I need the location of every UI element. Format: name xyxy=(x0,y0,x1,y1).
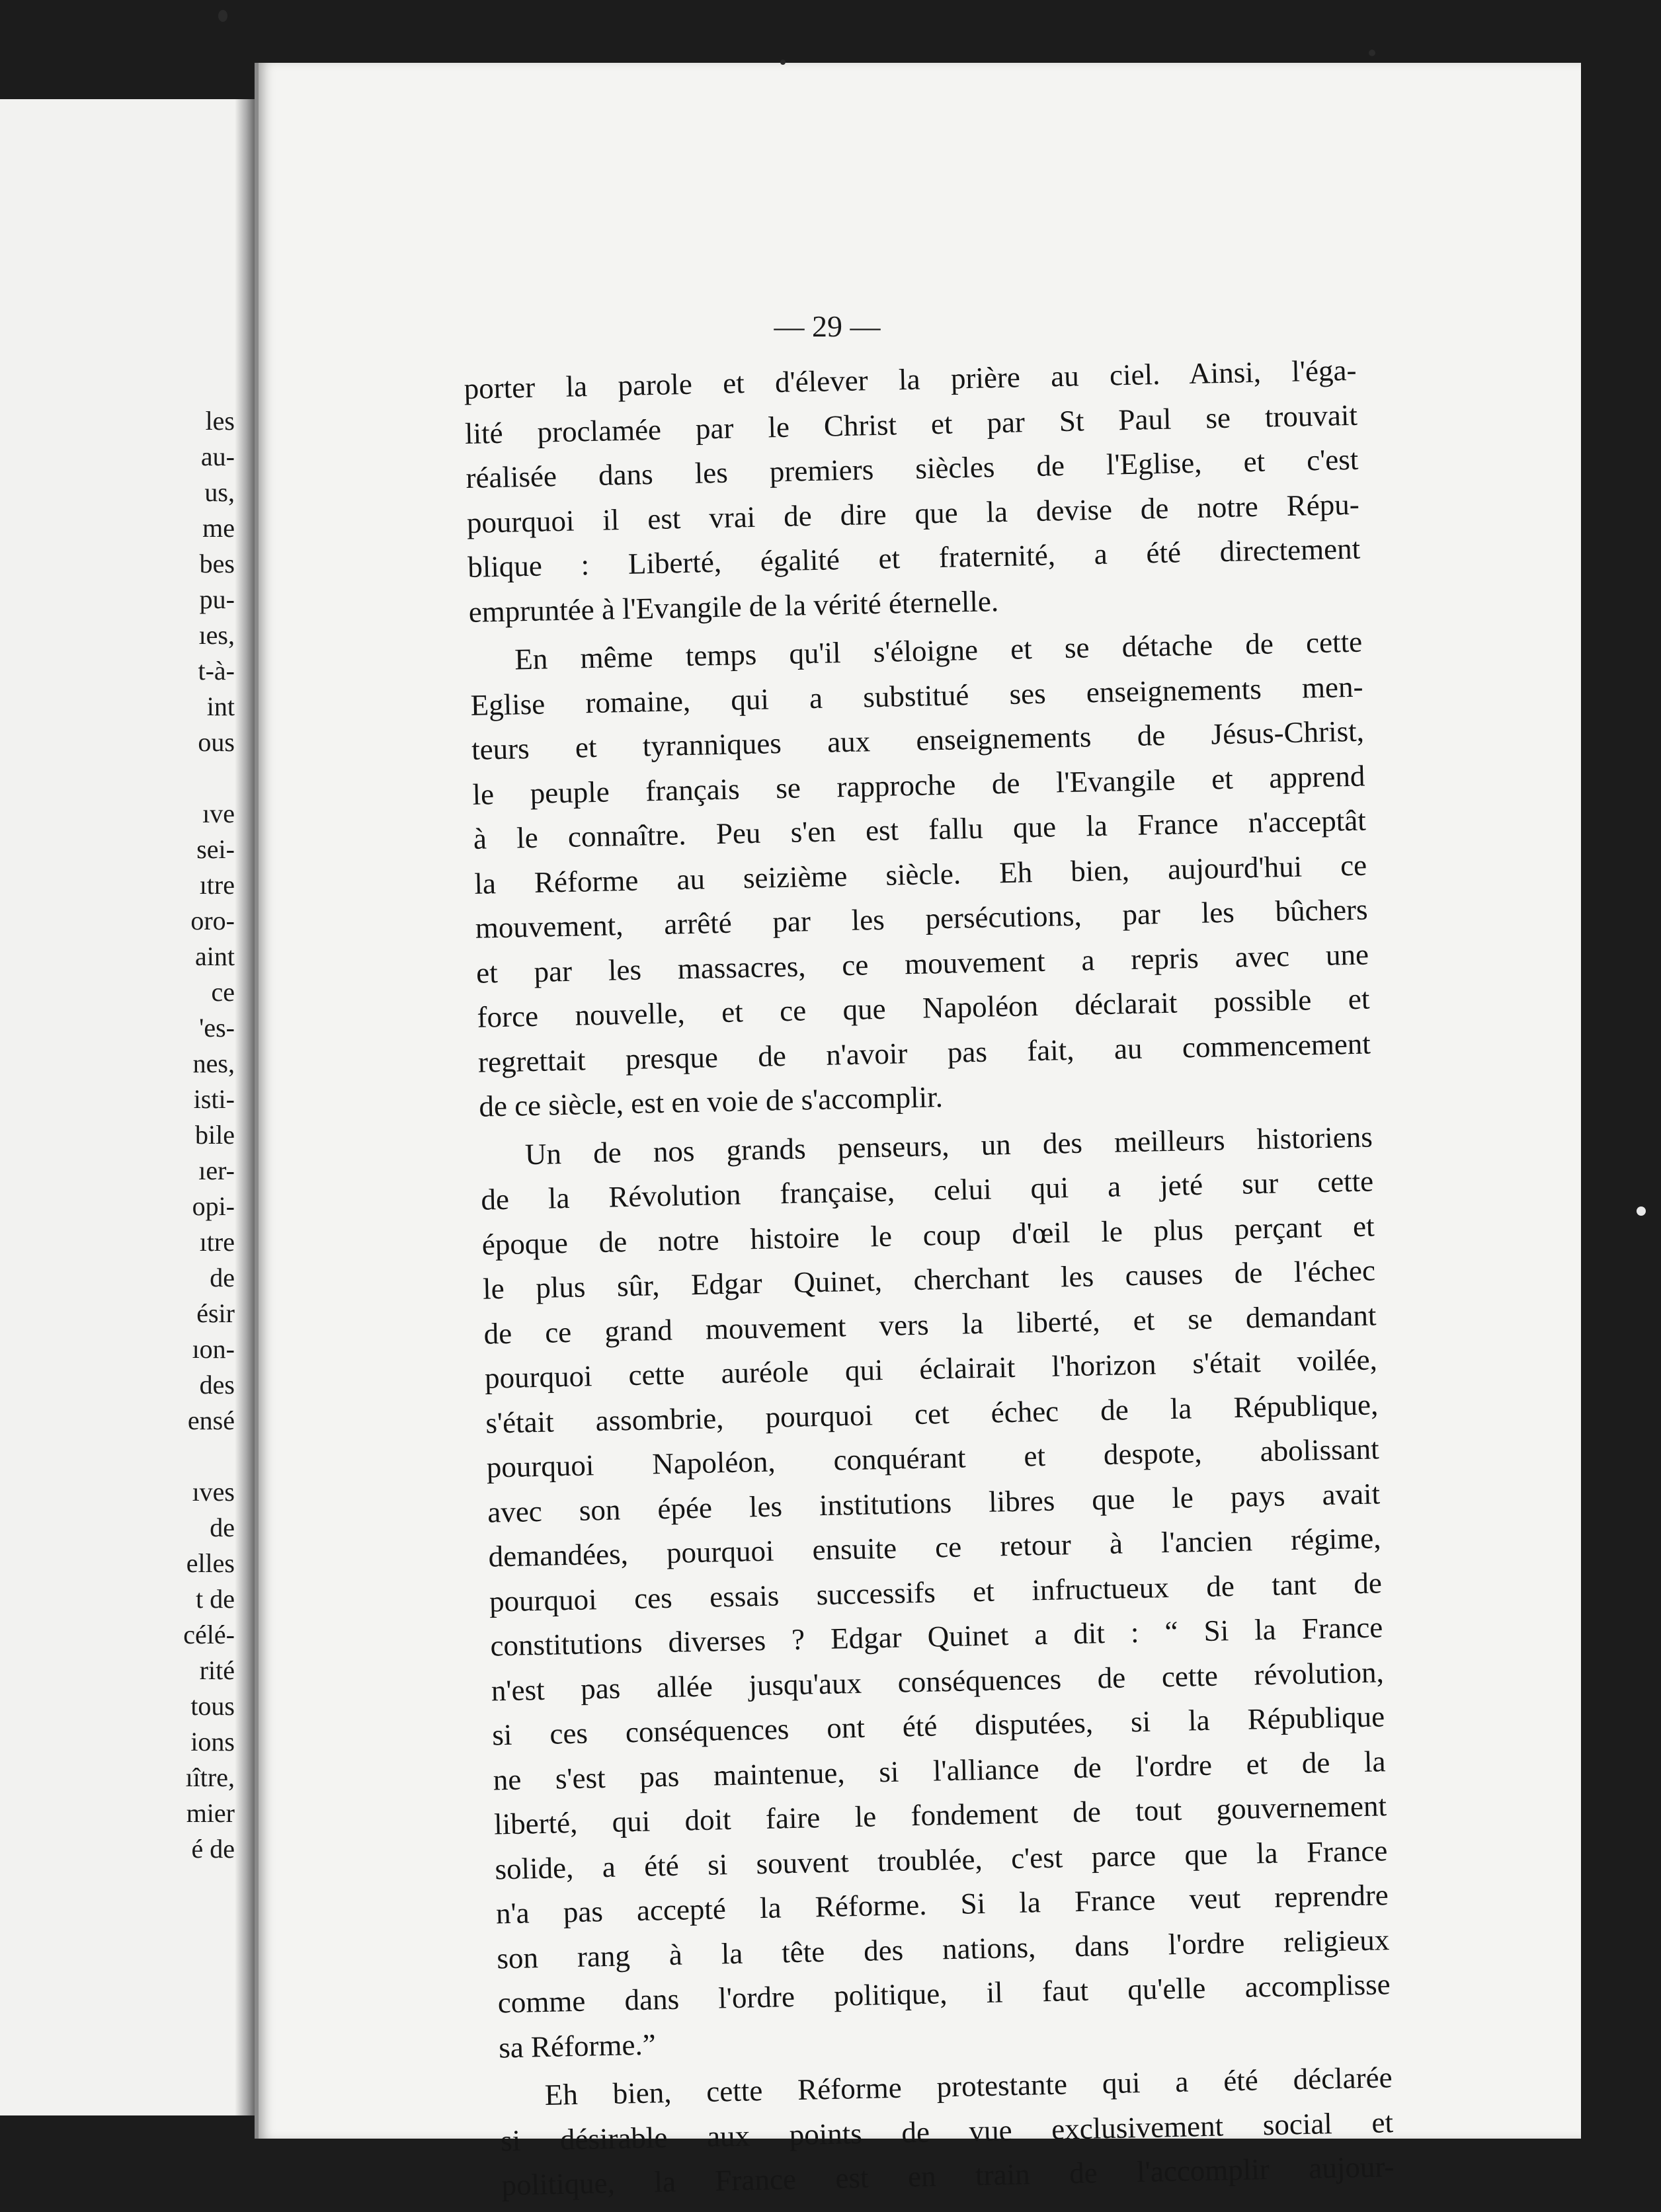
text-line: de ce grand mouvement vers la liberté, et se demandant xyxy=(483,1298,1377,1351)
text-fragment: au- xyxy=(200,442,235,471)
text-fragment: 'es- xyxy=(199,1013,235,1043)
paragraph xyxy=(479,1115,1391,2070)
text-fragment: ıon- xyxy=(192,1334,235,1364)
text-line: comme dans l'ordre politique, il faut qu'elle accomplisse xyxy=(497,1967,1391,2020)
text-line: porter la parole et d'élever la prière au ciel. Ainsi, l'éga- xyxy=(464,353,1357,405)
text-line: si ces conséquences ont été disputées, si la République xyxy=(491,1700,1385,1752)
text-line: En même temps qu'il s'éloigne et se détache de cette xyxy=(514,625,1363,676)
text-fragment: de xyxy=(210,1513,235,1542)
text-line: constitutions diverses ? Edgar Quinet a dit : “ Si la France xyxy=(490,1610,1383,1663)
text-line: Un de nos grands penseurs, un des meilleurs historiens xyxy=(524,1119,1373,1171)
text-fragment: rité xyxy=(199,1655,235,1685)
text-fragment: ce xyxy=(211,977,235,1007)
text-fragment: isti- xyxy=(193,1084,235,1114)
text-line: pourquoi Napoléon, conquérant et despote, abolissant xyxy=(486,1432,1380,1484)
text-line: liberté, qui doit faire le fondement de tout gouvernement xyxy=(493,1789,1387,1841)
text-fragment: ıtre xyxy=(199,1227,235,1257)
text-fragment: mier xyxy=(186,1798,235,1828)
text-line: pourquoi cette auréole qui éclairait l'horizon s'était voilée, xyxy=(484,1343,1378,1395)
text-fragment: ions xyxy=(190,1727,235,1757)
text-fragment: opi- xyxy=(192,1191,235,1221)
text-line: politique, la France est en train de l'accomplir aujour- xyxy=(501,2150,1395,2202)
text-fragment: elles xyxy=(186,1548,235,1578)
text-fragment: ous xyxy=(198,727,235,757)
text-line: son rang à la tête des nations, dans l'ordre religieux xyxy=(496,1922,1390,1975)
text-line: empruntée à l'Evangile de la vérité éternelle. xyxy=(468,584,999,629)
text-line: solide, a été si souvent troublée, c'est parce que la France xyxy=(495,1833,1388,1885)
text-line: mouvement, arrêté par les persécutions, par les bûchers xyxy=(475,892,1369,945)
paragraph-gap xyxy=(0,760,235,796)
book-gutter xyxy=(235,99,255,2115)
text-line: regrettait presque de n'avoir pas fait, au commencement xyxy=(477,1027,1371,1079)
text-fragment: ıes, xyxy=(198,620,235,650)
scan-mark xyxy=(218,10,227,22)
text-line: réalisée dans les premiers siècles de l'Eglise, et c'est xyxy=(465,442,1359,494)
previous-page-text-fragments xyxy=(0,403,235,1867)
current-page xyxy=(255,63,1581,2202)
text-fragment: des xyxy=(199,1370,235,1400)
text-line: époque de notre histoire le coup d'œil le plus perçant et xyxy=(481,1208,1375,1261)
text-line: pourquoi il est vrai de dire que la devise de notre Répu- xyxy=(466,487,1360,539)
paragraph-gap xyxy=(0,1439,235,1474)
text-line: n'a pas accepté la Réforme. Si la France veut reprendre xyxy=(495,1878,1389,1930)
text-fragment: les xyxy=(205,406,235,436)
text-fragment: célé- xyxy=(183,1620,235,1649)
text-line: si désirable aux points de vue exclusivement social et xyxy=(500,2105,1394,2157)
paragraph xyxy=(464,348,1361,635)
text-fragment: nes, xyxy=(192,1048,235,1078)
text-fragment: t-à- xyxy=(198,656,235,686)
text-fragment: sei- xyxy=(196,834,235,864)
text-fragment: us, xyxy=(204,477,235,507)
text-fragment: ıître, xyxy=(185,1762,235,1792)
text-fragment: me xyxy=(202,513,235,543)
text-fragment: t de xyxy=(196,1584,235,1614)
scan-mark xyxy=(1369,50,1375,56)
text-fragment: ésir xyxy=(196,1298,235,1328)
text-line: sa Réforme.” xyxy=(498,2027,657,2064)
text-fragment: tous xyxy=(190,1691,235,1721)
text-line: avec son épée les institutions libres que le pays avait xyxy=(487,1476,1381,1529)
text-fragment: bile xyxy=(195,1120,235,1150)
text-fragment: ıtre xyxy=(199,870,235,900)
text-fragment: é de xyxy=(191,1834,235,1864)
text-line: la Réforme au seizième siècle. Eh bien, aujourd'hui ce xyxy=(473,848,1367,900)
text-fragment: pu- xyxy=(199,584,235,614)
text-line: Eglise romaine, qui a substitué ses enseignements men- xyxy=(470,670,1363,722)
text-line: s'était assombrie, pourquoi cet échec de la République, xyxy=(485,1387,1379,1440)
text-fragment: ıer- xyxy=(198,1156,235,1185)
text-fragment: ensé xyxy=(187,1405,235,1435)
text-fragment: int xyxy=(206,691,235,721)
previous-page xyxy=(0,99,257,2115)
text-fragment: de xyxy=(210,1263,235,1292)
text-line: le plus sûr, Edgar Quinet, cherchant les causes de l'échec xyxy=(482,1253,1376,1306)
text-fragment: oro- xyxy=(190,906,235,935)
text-line: à le connaître. Peu s'en est fallu que la France n'acceptât xyxy=(473,803,1367,855)
text-line: de la Révolution française, celui qui a jeté sur cette xyxy=(480,1164,1374,1216)
scan-mark xyxy=(780,59,786,65)
text-line: le peuple français se rapproche de l'Evangile et apprend xyxy=(472,759,1365,811)
text-line: force nouvelle, et ce que Napoléon déclarait possible et xyxy=(477,982,1370,1034)
text-line: de ce siècle, est en voie de s'accomplir. xyxy=(478,1080,944,1123)
text-line: blique : Liberté, égalité et fraternité, a été directement xyxy=(467,532,1361,584)
paragraph xyxy=(469,620,1372,1130)
text-fragment: ıves xyxy=(192,1477,235,1507)
text-line: et par les massacres, ce mouvement a repris avec une xyxy=(475,937,1369,990)
text-line: Eh bien, cette Réforme protestante qui a été déclarée xyxy=(544,2061,1393,2112)
text-line: lité proclamée par le Christ et par St Paul se trouvait xyxy=(464,398,1358,450)
page-body-text xyxy=(464,348,1395,2212)
text-fragment: bes xyxy=(199,549,235,578)
scan-mark xyxy=(1637,1206,1646,1216)
page-number: — 29 — xyxy=(774,309,881,343)
text-fragment: ıve xyxy=(202,799,235,828)
paragraph xyxy=(499,2055,1395,2208)
text-line: demandées, pourquoi ensuite ce retour à l'ancien régime, xyxy=(488,1521,1381,1573)
text-line: n'est pas allée jusqu'aux conséquences de cette révolution, xyxy=(491,1655,1385,1708)
text-line: ne s'est pas maintenue, si l'alliance de l'ordre et de la xyxy=(493,1744,1386,1797)
text-line: teurs et tyranniques aux enseignements de Jésus-Christ, xyxy=(471,714,1365,766)
text-fragment: aint xyxy=(195,941,235,971)
text-line: pourquoi ces essais successifs et infructueux de tant de xyxy=(489,1565,1383,1618)
